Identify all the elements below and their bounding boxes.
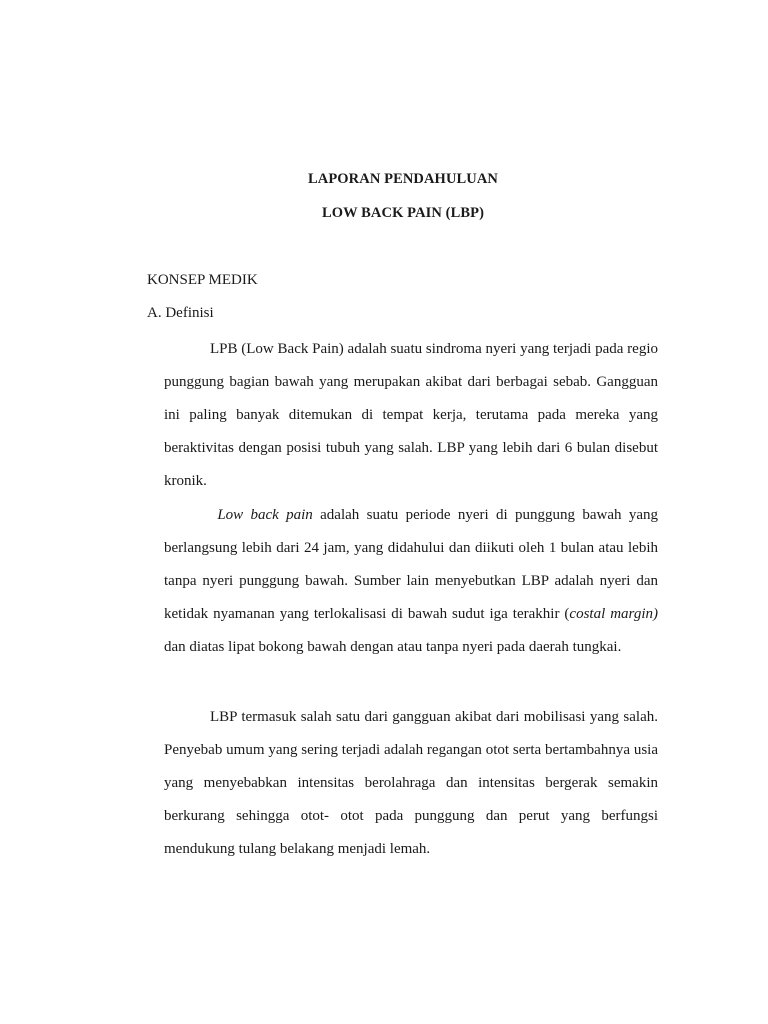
paragraph-3-text: LBP termasuk salah satu dari gangguan akibat dari mobilisasi yang salah. Penyebab umum yang sering terjadi adalah regangan otot serta bertambahnya usia yang menyebabkan intensitas berolahraga dan intensitas bergerak semakin berkurang sehingga otot- otot pada punggung dan perut yang berfungsi mendukung tulang belakang menjadi lemah. <box>164 709 658 857</box>
paragraph-3 <box>164 701 658 866</box>
section-heading: KONSEP MEDIK <box>147 272 258 288</box>
paragraph-2-italic-term: costal margin) <box>569 606 658 622</box>
document-title: LAPORAN PENDAHULUAN <box>308 171 498 187</box>
subsection-heading: A. Definisi <box>147 305 214 321</box>
paragraph-2-text-b: dan diatas lipat bokong bawah dengan atau tanpa nyeri pada daerah tungkai. <box>164 639 622 655</box>
paragraph-2-italic-lead: Low back pain <box>217 507 313 523</box>
paragraph-2 <box>164 499 658 664</box>
paragraph-1 <box>164 333 658 498</box>
paragraph-1-text: LPB (Low Back Pain) adalah suatu sindroma nyeri yang terjadi pada regio punggung bagian bawah yang merupakan akibat dari berbagai sebab. Gangguan ini paling banyak ditemukan di tempat kerja, terutama pada mereka yang beraktivitas dengan posisi tubuh yang salah. LBP yang lebih dari 6 bulan disebut kronik. <box>164 341 658 489</box>
paragraph-2-text-a: adalah suatu periode nyeri di punggung bawah yang berlangsung lebih dari 24 jam, yang didahului dan diikuti oleh 1 bulan atau lebih tanpa nyeri punggung bawah. Sumber lain menyebutkan LBP adalah nyeri dan ketidak nyamanan yang terlokalisasi di bawah sudut iga terakhir ( <box>164 507 658 622</box>
document-subtitle: LOW BACK PAIN (LBP) <box>321 205 485 221</box>
